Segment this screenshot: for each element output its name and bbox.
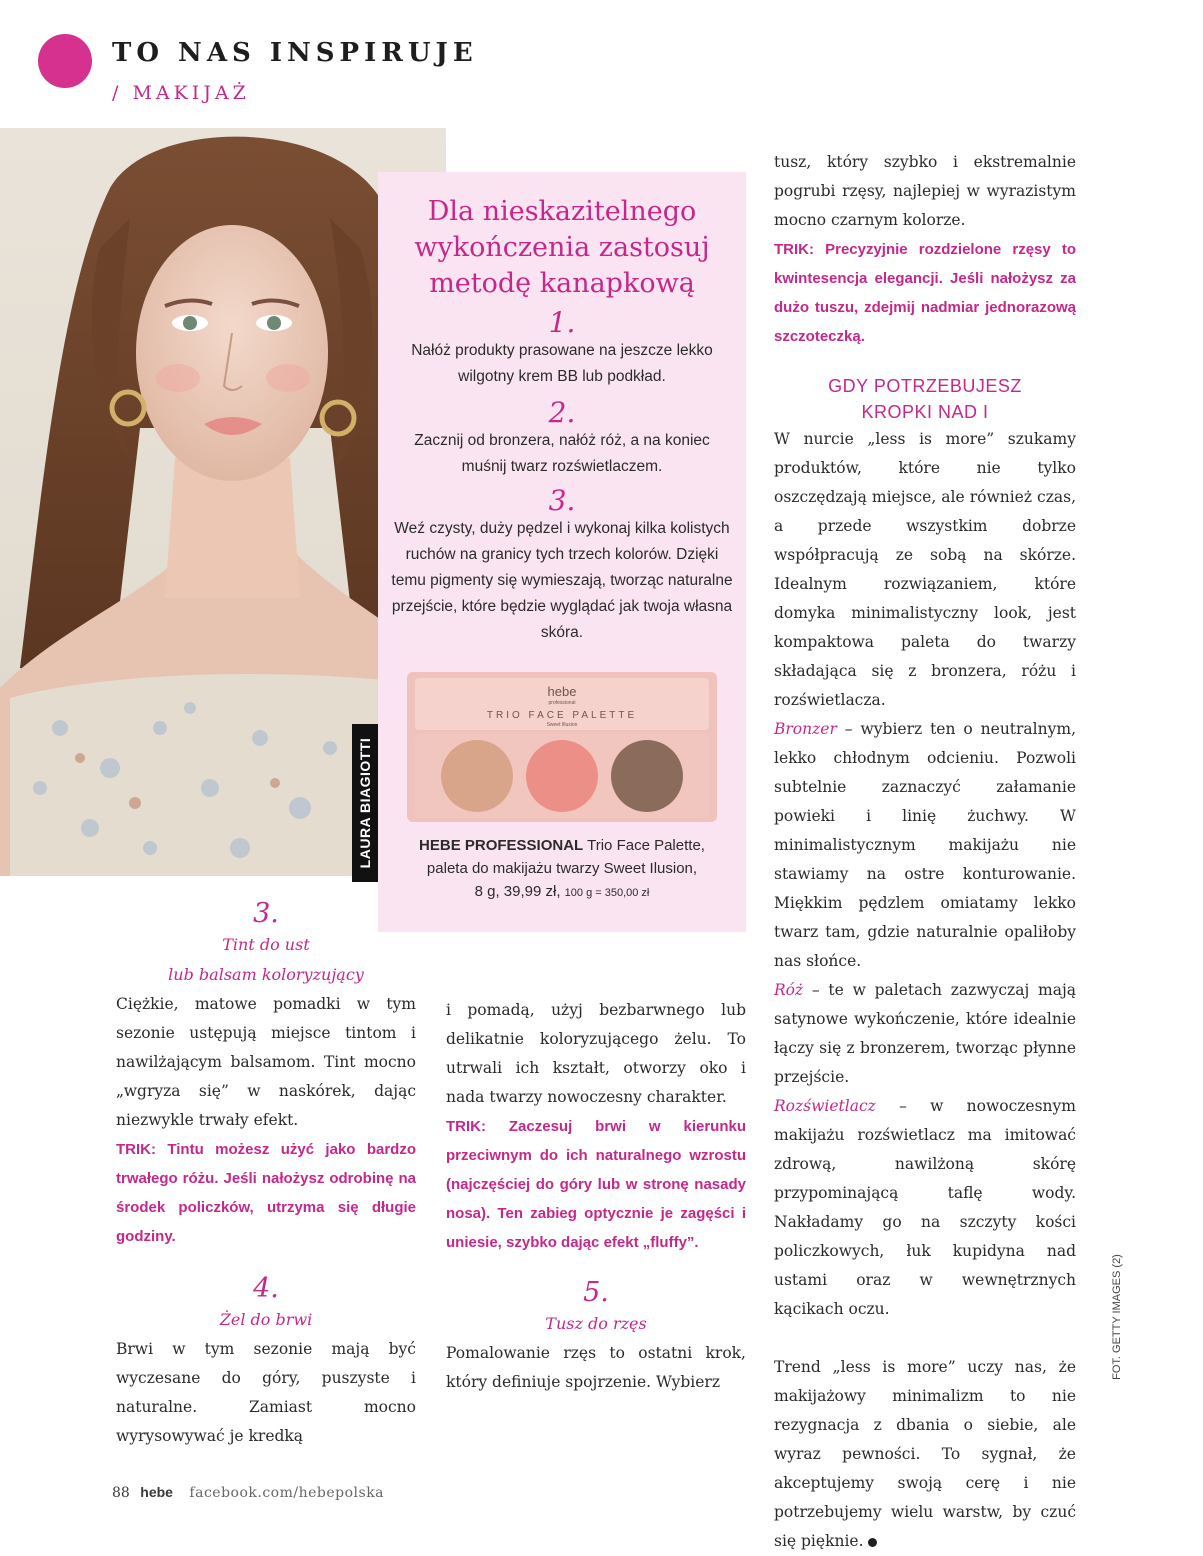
photo-source-credit-text: FOT. GETTY IMAGES (2) [1111,1254,1123,1380]
article-column-2 [446,996,746,1397]
page-footer [112,1484,384,1501]
term-roz-text: – te w paletach zazwyczaj mają satynowe wykończenie, które idealnie łączy się z bronzerem, tworząc płynne przejście. [774,981,1076,1086]
page-number: 88 [112,1485,130,1501]
body-paragraph-bronzer [774,715,1076,976]
article-column-1 [116,898,416,1451]
body-paragraph-outro [774,1353,1076,1556]
term-rozswietlacz: Rozświetlacz [774,1097,876,1115]
body-paragraph: tusz, który szybko i ekstremalnie pogrubi rzęsy, najlepiej w wyrazistym mocno czarnym kolorze. [774,153,1076,229]
palette-pan-bronzer [441,740,513,812]
end-mark-icon [868,1538,877,1547]
term-rozswietlacz-text: – w nowoczesnym makijażu rozświetlacz ma imitować zdrową, nawilżoną skórę przypominającą taflę wody. Nakładamy go na szczyty kości policzkowych, łuk kupidyna nad ustami oraz w wewnętrznych kącikach oczu. [774,1097,1076,1318]
section-subtitle: / MAKIJAŻ [112,82,250,104]
palette-lid-sub: Sweet Illusion [546,722,578,728]
term-roz: Róż [774,981,804,999]
body-paragraph-rozswietlacz [774,1092,1076,1324]
photo-source-credit [1108,1212,1126,1422]
footer-social-link[interactable]: facebook.com/hebepolska [189,1485,385,1501]
product-caption [378,834,746,905]
tip-step-number: 3. [548,484,576,517]
section-subtitle: Tusz do rzęs [545,1314,647,1333]
product-description: paleta do makijażu twarzy Sweet Ilusion, [426,860,698,877]
palette-pan-contour [611,740,683,812]
palette-pan-blush [526,740,598,812]
body-paragraph: Pomalowanie rzęs to ostatni krok, który definiuje spojrzenie. Wybierz [446,1344,746,1391]
product-unit-price: 100 g = 350,00 zł [564,887,650,899]
tip-step-number: 2. [548,396,576,429]
body-paragraph: W nurcie „less is more” szukamy produktów, które nie tylko oszczędzają miejsce, ale również czas, a przede wszystkim dobrze współpracują ze sobą na skórze. Idealnym rozwiązaniem, które domyka minimalistyczny look, jest kompaktowa paleta do twarzy składająca się z bronzera, różu i rozświetlacza. [774,430,1076,709]
section-marker-dot [38,34,92,88]
palette-lid-text: TRIO FACE PALETTE [486,710,638,721]
section-subtitle: lub balsam koloryzujący [168,965,364,984]
term-bronzer: Bronzer [774,720,837,738]
tip-box-title: Dla nieskazitelnego wykończenia zastosuj metodę kanapkową [414,196,710,299]
tip-step-text: Zacznij od bronzera, nałóż róż, a na koniec muśnij twarz rozświetlaczem. [414,432,710,475]
section-number: 4. [253,1273,279,1304]
section-heading: GDY POTRZEBUJESZ [828,376,1022,396]
body-paragraph: i pomadą, użyj bezbarwnego lub delikatnie koloryzującego żelu. To utrwali ich kształt, otworzy oko i nada twarzy nowoczesny charakter. [446,1001,746,1106]
palette-logo: hebe [547,684,577,699]
tip-box [378,172,746,932]
term-bronzer-text: – wybierz ten o neutralnym, lekko chłodnym odcieniu. Pozwoli subtelnie zaznaczyć załamanie powieki i linię żuchwy. W minimalistycznym makijażu nie stawiamy na ostre konturowanie. Miękkim pędzlem omiatamy lekko twarz tam, gdzie naturalnie opaliłoby nas słońce. [774,720,1076,970]
product-brand: HEBE PROFESSIONAL [419,837,584,854]
section-subtitle: Żel do brwi [219,1310,313,1329]
palette-logo-sub: professional [548,700,576,706]
article-column-3 [774,148,1076,1556]
photo-credit-text: LAURA BIAGIOTTI [357,737,373,869]
body-paragraph: Brwi w tym sezonie mają być wyczesane do góry, puszyste i naturalne. Zamiast mocno wyrysowywać je kredką [116,1340,416,1445]
photo-credit [352,724,378,882]
product-price: 8 g, 39,99 zł, [474,883,561,900]
section-number: 5. [583,1277,609,1308]
product-image-palette [401,668,723,826]
section-subtitle: Tint do ust [222,935,310,954]
outro-text: Trend „less is more” uczy nas, że makijażowy minimalizm to nie rezygnacja z dbania o siebie, ale wyraz pewności. To sygnał, że akceptujemy swoją cerę i nie potrzebujemy wielu warstw, by czuć się pięknie. [774,1358,1076,1550]
body-paragraph: Ciężkie, matowe pomadki w tym sezonie ustępują miejsce tintom i nawilżającym balsamom. Tint mocno „wgryza się” w naskórek, dając niezwykle trwały efekt. [116,995,416,1129]
section-number: 3. [253,898,279,929]
trick-paragraph: TRIK: Precyzyjnie rozdzielone rzęsy to kwintesencja elegancji. Jeśli nałożysz za dużo tuszu, zdejmij nadmiar jednorazową szczoteczką. [774,241,1076,345]
body-paragraph-roz [774,976,1076,1092]
product-name: Trio Face Palette, [587,837,705,854]
trick-paragraph: TRIK: Zaczesuj brwi w kierunku przeciwnym do ich naturalnego wzrostu (najczęściej do góry lub w stronę nasady nosa). Ten zabieg optycznie je zagęści i uniesie, szybko dając efekt „fluffy”. [446,1118,746,1251]
trick-paragraph: TRIK: Tintu możesz użyć jako bardzo trwałego różu. Jeśli nałożysz odrobinę na środek policzków, utrzyma się długie godziny. [116,1141,416,1245]
tip-step-text: Weź czysty, duży pędzel i wykonaj kilka kolistych ruchów na granicy tych trzech kolorów. Dzięki temu pigmenty się wymieszają, tworząc naturalne przejście, które będzie wyglądać jak twoja własna skóra. [391,520,733,641]
footer-brand-logo: hebe [140,1484,173,1500]
tip-step-text: Nałóż produkty prasowane na jeszcze lekko wilgotny krem BB lub podkład. [411,342,713,385]
tip-step-number: 1. [548,306,576,339]
section-title: TO NAS INSPIRUJE [112,38,478,68]
section-heading: KROPKI NAD I [861,402,989,422]
